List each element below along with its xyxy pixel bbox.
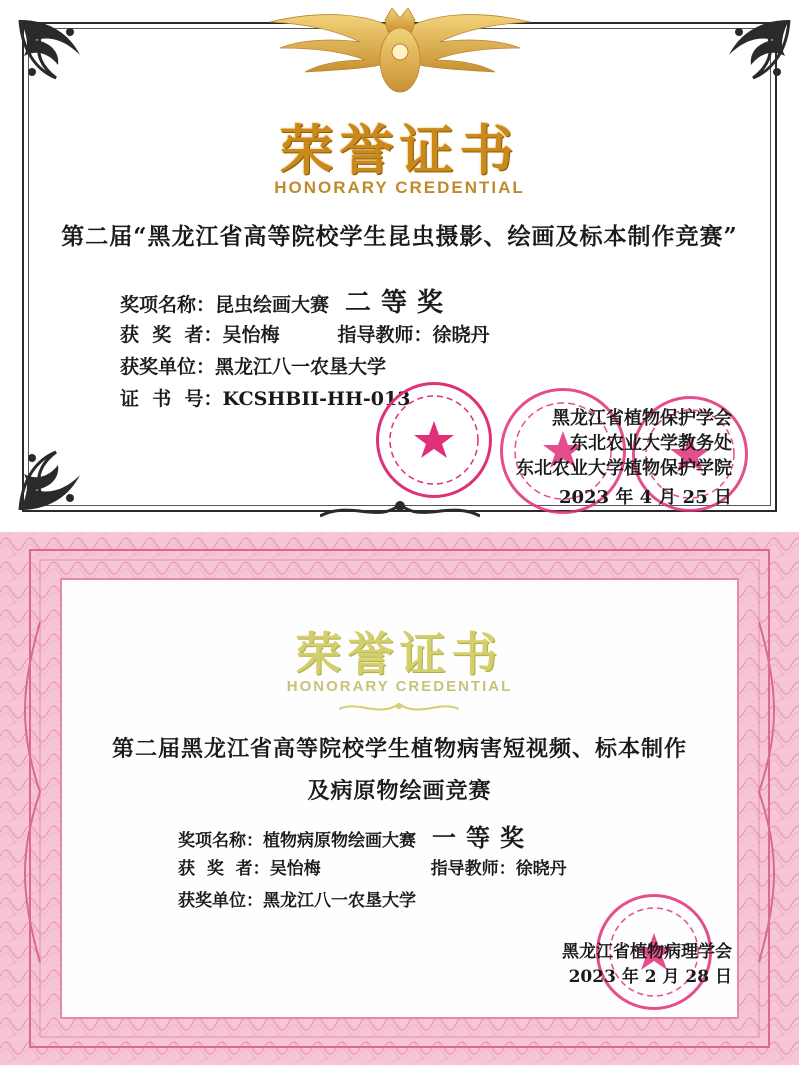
advisor-name: 徐晓丹 (515, 859, 567, 879)
unit-name: 黑龙江八一农垦大学 (263, 891, 416, 911)
certificate-insect-contest (0, 0, 799, 527)
cert-number-label: 证 书 号： (120, 388, 223, 410)
winged-crown-emblem-icon (260, 2, 540, 102)
advisor-name: 徐晓丹 (432, 324, 490, 346)
advisor-label: 指导教师： (337, 324, 433, 346)
award-name: 植物病原物绘画大赛 (263, 831, 416, 851)
winner-row (120, 320, 490, 347)
unit-label: 获奖单位： (178, 891, 263, 911)
winner-name: 吴怡梅 (269, 859, 321, 879)
issuer-2: 东北农业大学教务处 (570, 433, 732, 454)
corner-ornament-top-right-icon (689, 10, 799, 100)
corner-ornament-top-left-icon (10, 10, 120, 100)
unit-row (120, 352, 386, 379)
award-level: 二等奖 (345, 288, 454, 318)
issue-date: 2023 年 2 月 28 日 (568, 967, 732, 987)
issuer-3: 东北农业大学植物保护学院 (516, 458, 732, 479)
decorative-ornament-icon (339, 698, 459, 720)
cert-number-row (120, 384, 410, 411)
cert-number: KCSHBII-HH-013 (222, 388, 411, 410)
event-title-line-1: 第二届黑龙江省高等院校学生植物病害短视频、标本制作 (111, 737, 687, 762)
issuer-block (440, 406, 732, 510)
award-level: 一等奖 (432, 824, 534, 852)
unit-row (178, 886, 416, 911)
event-title-line-2: 及病原物绘画竞赛 (307, 779, 492, 804)
award-row (178, 818, 534, 853)
issuer-name: 黑龙江省植物病理学会 (562, 942, 732, 962)
certificate-title: 荣誉证书 (295, 627, 504, 681)
award-row (120, 282, 453, 319)
award-label: 奖项名称： (120, 294, 216, 316)
award-name: 昆虫绘画大赛 (215, 294, 330, 316)
winner-label: 获 奖 者： (178, 859, 270, 879)
unit-name: 黑龙江八一农垦大学 (215, 356, 387, 378)
issuer-block (470, 940, 732, 990)
event-title: 第二届“黑龙江省高等院校学生昆虫摄影、绘画及标本制作竞赛” (61, 223, 738, 250)
certificate-subtitle-en: HONORARY CREDENTIAL (286, 678, 513, 695)
issue-date: 2023 年 4 月 25 日 (558, 487, 732, 508)
award-label: 奖项名称： (178, 831, 263, 851)
advisor-label: 指导教师： (430, 859, 516, 879)
certificate-title: 荣誉证书 (279, 118, 520, 182)
winner-row (178, 854, 567, 879)
issuer-1: 黑龙江省植物保护学会 (552, 408, 732, 429)
certificate-subtitle-en: HONORARY CREDENTIAL (274, 178, 525, 197)
winner-name: 吴怡梅 (222, 324, 280, 346)
certificate-plant-disease-contest (0, 532, 799, 1065)
corner-ornament-bottom-left-icon (10, 430, 120, 520)
unit-label: 获奖单位： (120, 356, 216, 378)
winner-label: 获 奖 者： (120, 324, 223, 346)
